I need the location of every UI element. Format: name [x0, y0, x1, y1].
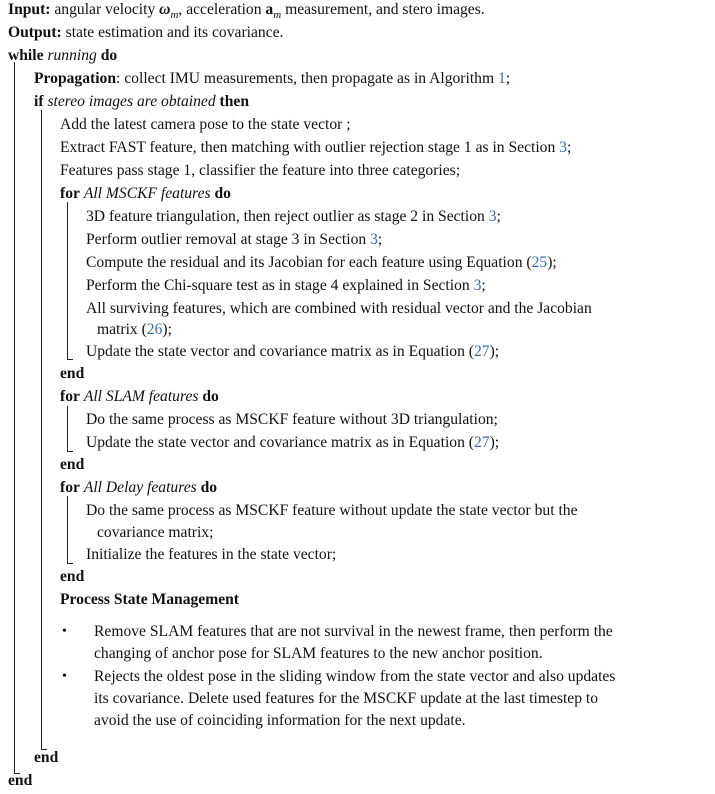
mscfk-line-2-end: ;	[377, 231, 383, 248]
if-condition: stereo images are obtained	[47, 93, 216, 110]
output-text: state estimation and its covariance.	[61, 24, 284, 41]
for-mscfk-line	[60, 184, 231, 204]
if-body-line-2-text: Extract FAST feature, then matching with outlier rejection stage 1 as in Section	[60, 139, 560, 156]
accel-subscript: m	[273, 9, 282, 22]
equation-ref-link[interactable]: 25	[531, 254, 548, 271]
for-keyword: for	[60, 185, 80, 202]
if-keyword: if	[34, 93, 44, 110]
if-scope-bar	[41, 110, 42, 750]
section-ref-link[interactable]: 3	[370, 231, 378, 248]
for-delay-condition: All Delay features	[83, 479, 197, 496]
mscfk-line-4-end: ;	[481, 277, 486, 294]
slam-scope-bar	[67, 406, 68, 452]
do-keyword: do	[200, 479, 218, 496]
bullet-icon: •	[62, 669, 67, 684]
input-text-post: measurement, and stero images.	[281, 1, 485, 18]
mscfk-line-4	[86, 276, 486, 296]
propagation-text: : collect IMU measurements, then propagate as in Algorithm	[116, 70, 498, 87]
mscfk-line-1	[86, 207, 501, 227]
slam-line-2-text: Update the state vector and covariance matrix as in Equation (	[86, 434, 474, 451]
mscfk-line-4-text: Perform the Chi-square test as in stage 4 explained in Section	[86, 277, 474, 294]
for-mscfk-condition: All MSCKF features	[83, 185, 211, 202]
section-ref-link[interactable]: 3	[488, 208, 497, 225]
mscfk-scope-bar	[67, 202, 68, 360]
do-keyword: do	[202, 388, 219, 405]
mscfk-line-3	[86, 253, 557, 273]
for-keyword: for	[60, 479, 80, 496]
equation-ref-link[interactable]: 27	[473, 343, 490, 360]
management-bullet-2b: its covariance. Delete used features for the MSCKF update at the last timestep to	[94, 690, 599, 707]
slam-line-1: Do the same process as MSCKF feature without 3D triangulation;	[86, 411, 498, 428]
output-line	[8, 23, 283, 43]
if-body-line-2	[60, 138, 571, 158]
mscfk-line-6-end: );	[489, 343, 500, 360]
if-body-line-2-end: ;	[566, 139, 572, 156]
management-bullet-2c: avoid the use of coinciding information for the next update.	[94, 712, 466, 729]
bullet-icon: •	[62, 624, 67, 639]
while-end-keyword: end	[8, 772, 33, 789]
if-line	[34, 92, 249, 112]
propagation-keyword: Propagation	[34, 70, 117, 87]
input-text-mid: , acceleration	[178, 1, 266, 18]
mscfk-scope-tick	[67, 359, 73, 360]
mscfk-line-5a: All surviving features, which are combined with residual vector and the Jacobian	[86, 300, 592, 317]
delay-line-1b: covariance matrix;	[97, 524, 214, 541]
while-do-keyword: do	[100, 47, 118, 64]
while-keyword: while	[8, 47, 44, 64]
for-slam-line	[60, 387, 219, 407]
delay-scope-bar	[67, 496, 68, 564]
if-body-line-1: Add the latest camera pose to the state vector ;	[60, 116, 351, 133]
then-keyword: then	[219, 93, 249, 110]
mscfk-line-2	[86, 230, 382, 250]
mscfk-line-3-end: );	[547, 254, 557, 271]
propagation-end: ;	[505, 70, 511, 87]
if-end-keyword: end	[34, 749, 59, 766]
if-body-line-3: Features pass stage 1, classifier the feature into three categories;	[60, 162, 461, 179]
mscfk-line-5b	[97, 320, 172, 340]
management-bullet-1b: changing of anchor pose for SLAM features to the new anchor position.	[94, 645, 543, 662]
mscfk-line-6-text: Update the state vector and covariance matrix as in Equation (	[86, 343, 474, 360]
omega-subscript: m	[170, 9, 179, 22]
mscfk-line-3-text: Compute the residual and its Jacobian for each feature using Equation (	[86, 254, 532, 271]
management-title: Process State Management	[60, 591, 239, 608]
do-keyword: do	[214, 185, 231, 202]
mscfk-line-6	[86, 342, 499, 362]
equation-ref-link[interactable]: 26	[146, 321, 163, 338]
delay-scope-tick	[67, 563, 73, 564]
input-text-pre: angular velocity	[50, 1, 160, 18]
slam-line-2	[86, 433, 499, 453]
input-keyword: Input:	[8, 1, 51, 18]
for-delay-line	[60, 478, 217, 498]
mscfk-line-2-text: Perform outlier removal at stage 3 in Section	[86, 231, 371, 248]
omega-symbol: ω	[159, 1, 171, 18]
while-line	[8, 46, 117, 66]
section-ref-link[interactable]: 3	[559, 139, 567, 156]
delay-end-keyword: end	[60, 568, 85, 585]
input-line	[8, 0, 485, 25]
mscfk-end-keyword: end	[60, 365, 85, 382]
propagation-line	[34, 69, 510, 89]
while-condition: running	[47, 47, 97, 64]
mscfk-line-1-text: 3D feature triangulation, then reject outlier as stage 2 in Section	[86, 208, 489, 225]
slam-line-2-end: );	[489, 434, 500, 451]
mscfk-line-5b-text: matrix (	[97, 321, 147, 338]
slam-scope-tick	[67, 451, 73, 452]
while-scope-bar	[14, 62, 15, 774]
for-keyword: for	[60, 388, 80, 405]
delay-line-2: Initialize the features in the state vector;	[86, 546, 337, 563]
equation-ref-link[interactable]: 27	[473, 434, 490, 451]
mscfk-line-1-end: ;	[496, 208, 501, 225]
section-ref-link[interactable]: 3	[473, 277, 482, 294]
algorithm-ref-link[interactable]: 1	[497, 70, 506, 87]
management-bullet-2a: Rejects the oldest pose in the sliding window from the state vector and also updates	[94, 668, 616, 685]
mscfk-line-5b-end: );	[162, 321, 172, 338]
output-keyword: Output:	[8, 24, 62, 41]
management-bullet-1a: Remove SLAM features that are not survival in the newest frame, then perform the	[94, 623, 613, 640]
accel-symbol: a	[265, 1, 274, 18]
slam-end-keyword: end	[60, 456, 85, 473]
delay-line-1a: Do the same process as MSCKF feature without update the state vector but the	[86, 502, 578, 519]
for-slam-condition: All SLAM features	[83, 388, 199, 405]
